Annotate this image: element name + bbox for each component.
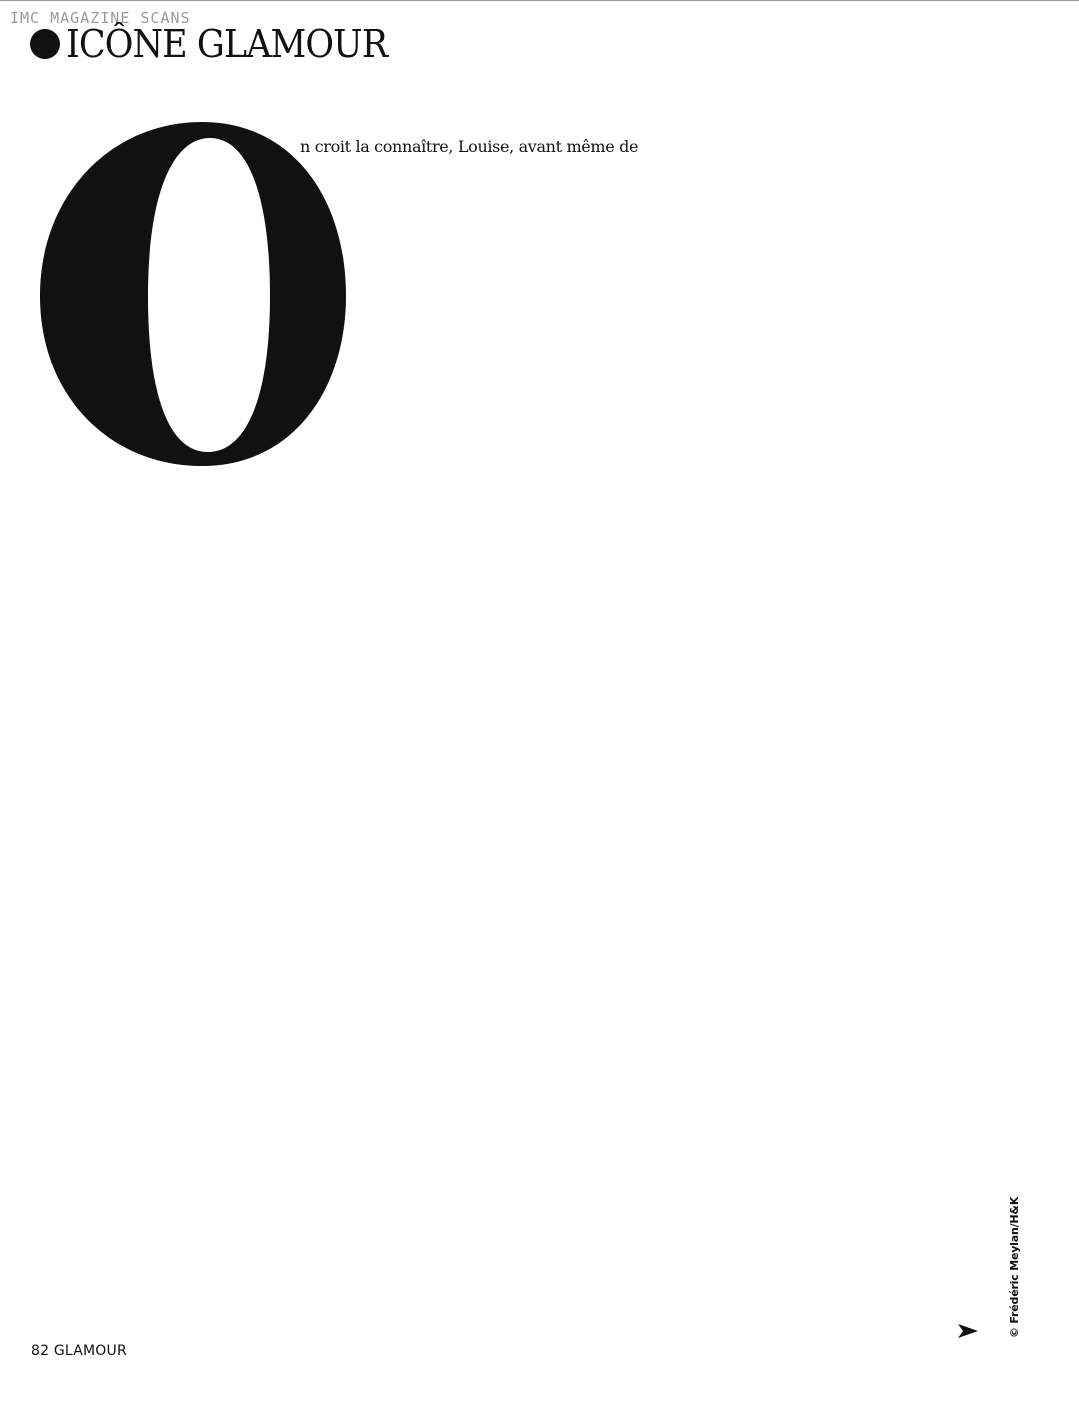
bullet-dot-icon (30, 29, 60, 59)
text-line (300, 135, 638, 159)
dropcap-letter (32, 118, 350, 468)
photo-credit: © Frédéric Meylan/H&K (1008, 1196, 1021, 1338)
section-header (30, 22, 415, 66)
continue-arrow-icon (958, 1324, 978, 1338)
watermark: IMC MAGAZINE SCANS (10, 9, 191, 27)
top-rule (0, 0, 1079, 1)
page-folio: 82 GLAMOUR (31, 1343, 127, 1359)
text-run: n croit la connaître, Louise, avant même de (300, 137, 639, 156)
section-title: ICÔNE GLAMOUR (66, 22, 388, 66)
